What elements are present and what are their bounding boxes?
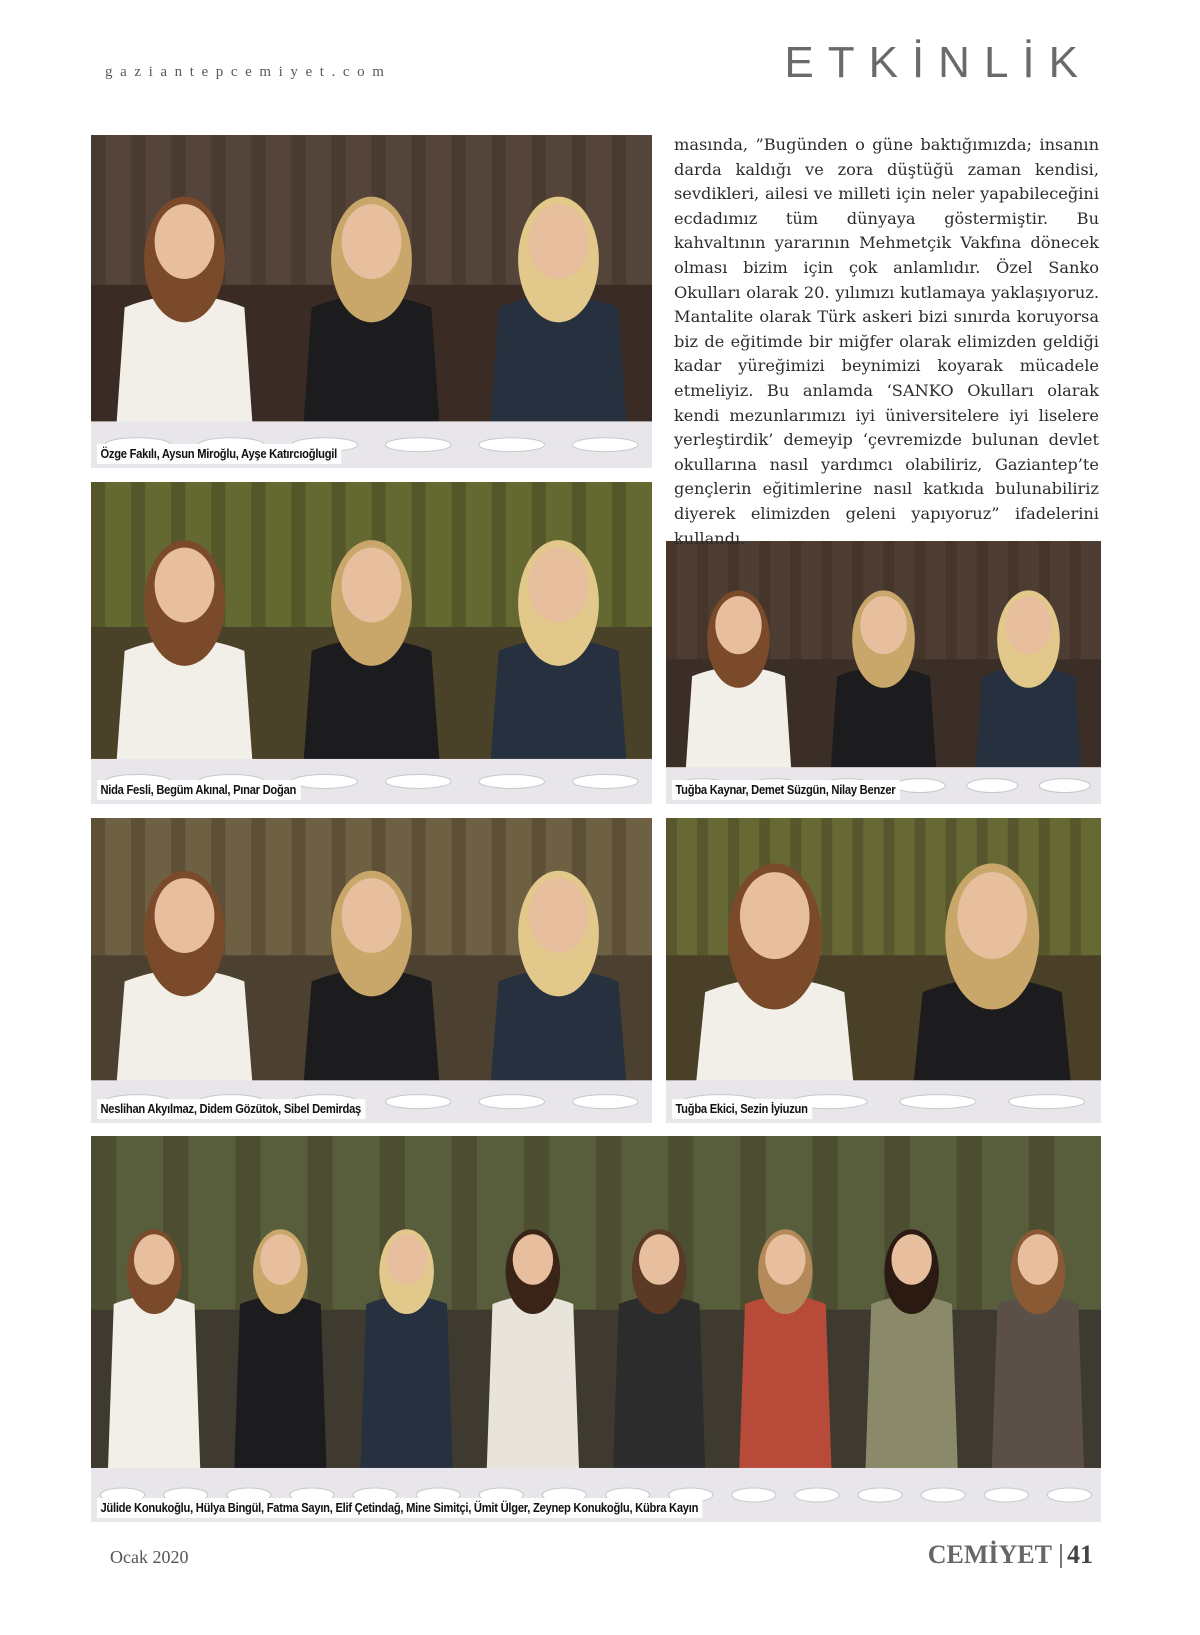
photo-scene [91,482,652,804]
event-photo-3 [666,541,1101,804]
photo-2-caption: Nida Fesli, Begüm Akınal, Pınar Doğan [97,780,300,800]
article-paragraph: masında, ”Bugünden o güne baktığımızda; insanın darda kaldığı ve zora düştüğü zaman kendisi, sevdikleri, ailesi ve milleti için neler yapabileceğini ecdadımız tüm dünyaya göstermiştir. Bu kahvaltının yararının Mehmetçik Vakfına dönecek olması bizim için çok anlamlıdır. Özel Sanko Okulları olarak 20. yılımızı kutlamaya yaklaşıyoruz. Mantalite olarak Türk askeri bizi sınırda koruyorsa biz de eğitimde bir miğfer olarak elimizden geldiği kadar yüreğimizi beynimizi koyarak mücadele etmeliyiz. Bu anlamda ‘SANKO Okulları olarak kendi mezunlarımızı iyi üniversitelere iyi liselere yerleştirdik’ demeyip ‘çevremizde bulunan devlet okullarına nasıl yardımcı olabiliriz, Gaziantep’te gençlerin eğitimlerine nasıl katkıda bulunabiliriz diyerek elimizden geleni yapıyoruz” ifadelerini kullandı. [674,135,1099,548]
section-title: ETKİNLİK [784,38,1092,87]
photo-6-caption: Jülide Konukoğlu, Hülya Bingül, Fatma Sayın, Elif Çetindağ, Mine Simitçi, Ümit Ülger, Zeynep Konukoğlu, Kübra Kayın [97,1498,702,1518]
event-photo-6 [91,1136,1101,1522]
photo-scene [666,541,1101,804]
photo-4-image [91,818,652,1123]
photo-6-image [91,1136,1101,1522]
photo-scene [666,818,1101,1123]
photo-3-caption: Tuğba Kaynar, Demet Süzgün, Nilay Benzer [672,780,900,800]
photo-scene [91,818,652,1123]
issue-date: Ocak 2020 [110,1547,189,1567]
photo-5-caption: Tuğba Ekici, Sezin İyiuzun [672,1099,812,1119]
event-photo-2 [91,482,652,804]
page-number: 41 [1067,1540,1093,1569]
site-url: gaziantepcemiyet.com [105,64,392,80]
magazine-brand: CEMİYET [927,1540,1052,1569]
event-photo-5 [666,818,1101,1123]
article-body [674,133,1099,551]
photo-scene [91,1136,1101,1522]
photo-1-image [91,135,652,468]
event-photo-4 [91,818,652,1123]
photo-scene [91,135,652,468]
photo-4-caption: Neslihan Akyılmaz, Didem Gözütok, Sibel Demirdaş [97,1099,365,1119]
footer-divider [1060,1544,1062,1568]
event-photo-1 [91,135,652,468]
photo-1-caption: Özge Fakılı, Aysun Miroğlu, Ayşe Katırcıoğlugil [97,444,341,464]
photo-3-image [666,541,1101,804]
photo-2-image [91,482,652,804]
photo-5-image [666,818,1101,1123]
